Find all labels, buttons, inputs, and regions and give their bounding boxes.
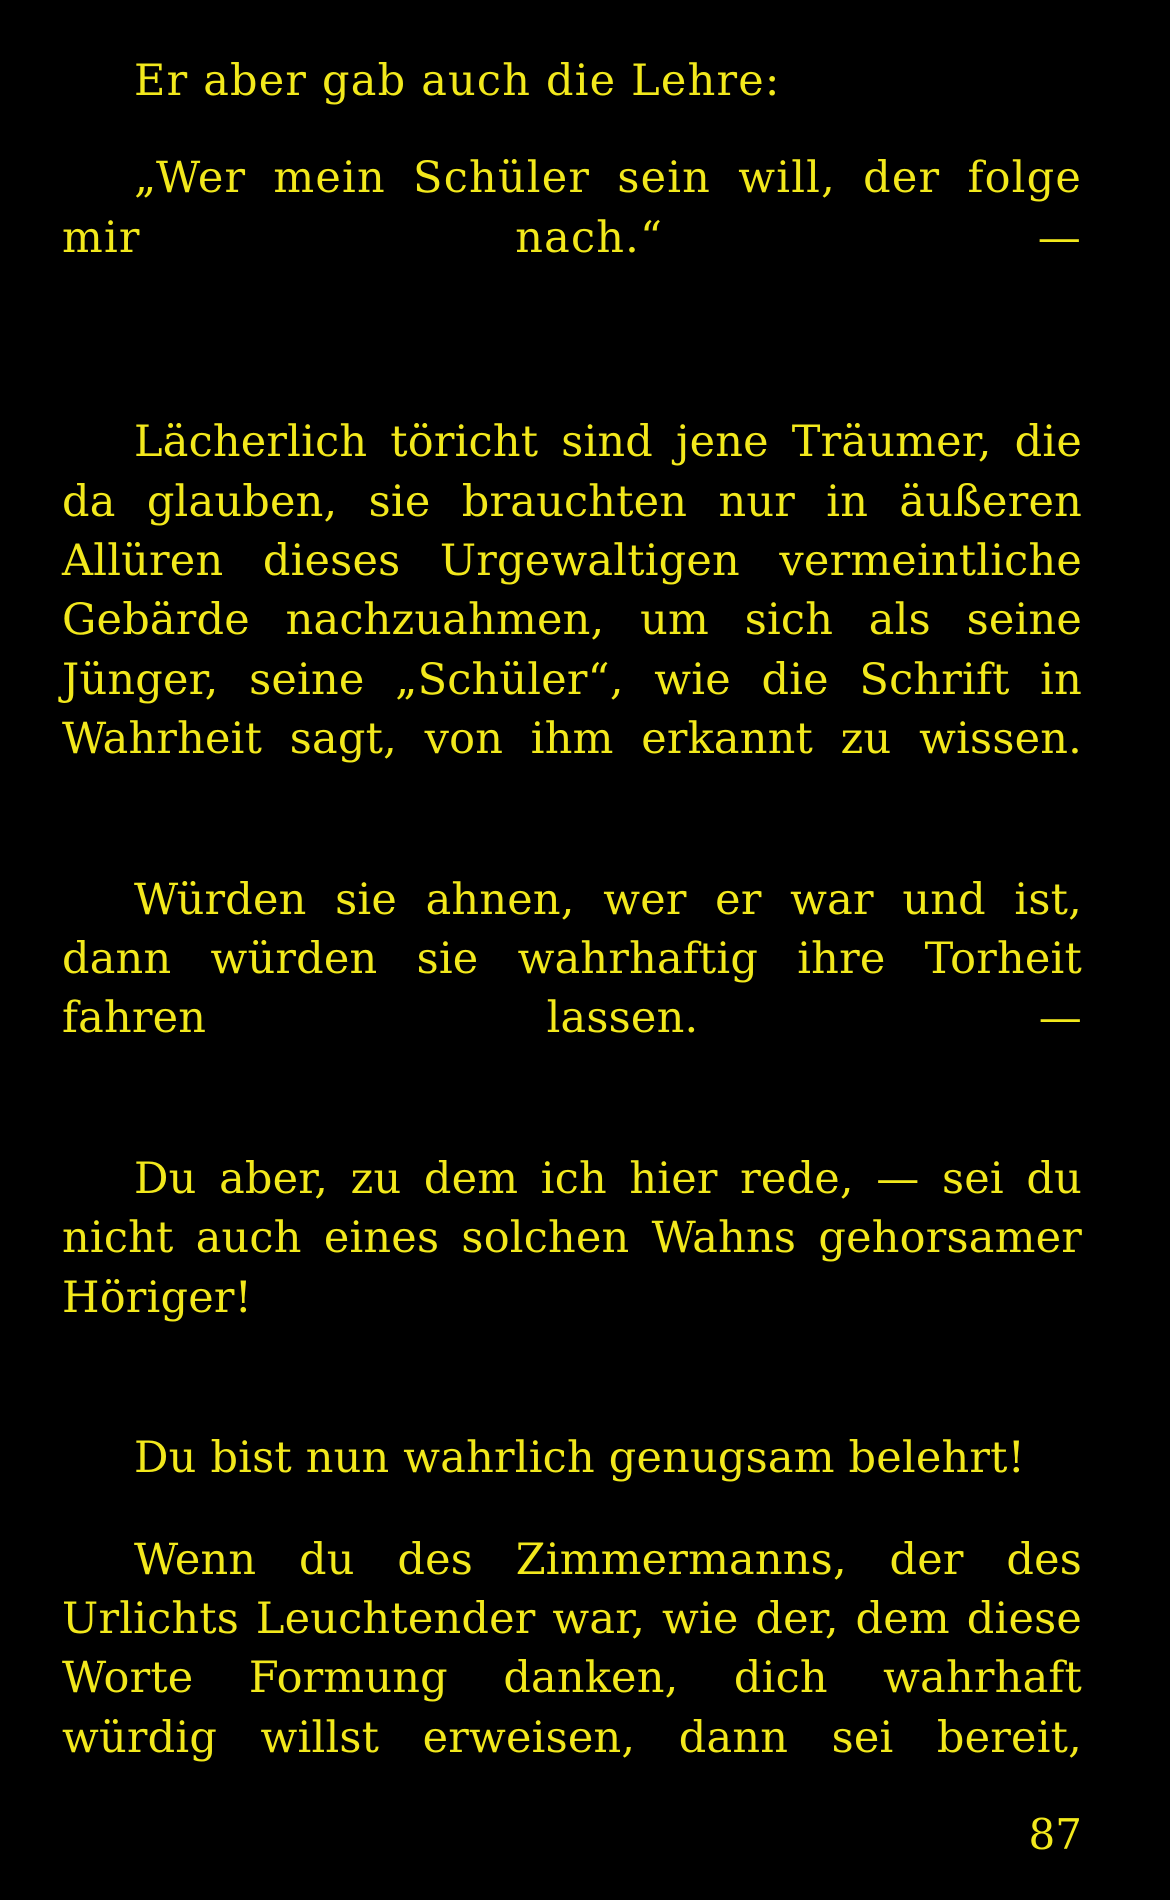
paragraph-gap <box>62 1395 1082 1429</box>
paragraph-4: Würden sie ahnen, wer er war und ist, dann würden sie wahrhaftig ihre Torheit fahren lassen. — <box>62 874 1082 1044</box>
paragraph-gap <box>62 1116 1082 1150</box>
paragraph-gap <box>62 119 1082 149</box>
section-gap <box>62 335 1082 413</box>
page-number: 87 <box>1028 1810 1082 1859</box>
paragraph-3: Lächerlich töricht sind jene Träumer, die da glauben, sie brauchten nur in äußeren Allüren dieses Urgewaltigen vermeintliche Gebärde nachzuahmen, um sich als seine Jünger, seine „Schüler“, wie die Schrift in Wahrheit sagt, von ihm erkannt zu wissen. <box>62 417 1082 764</box>
paragraph-7: Wenn du des Zimmermanns, der des Urlichts Leuchtender war, wie der, dem diese Worte Formung danken, dich wahrhaft würdig willst erweisen, dann sei bereit, <box>62 1534 1082 1763</box>
paragraph-6: Du bist nun wahrlich genugsam belehrt! <box>134 1433 1026 1484</box>
paragraph-gap <box>62 837 1082 871</box>
paragraph-2-quote: „Wer mein Schüler sein will, der folge mir nach.“ — <box>62 153 1082 263</box>
paragraph-5: Du aber, zu dem ich hier rede, — sei du nicht auch eines solchen Wahns gehorsamer Höriger! <box>62 1153 1082 1323</box>
paragraph-1: Er aber gab auch die Lehre: <box>134 56 781 106</box>
paragraph-gap <box>62 1497 1082 1531</box>
